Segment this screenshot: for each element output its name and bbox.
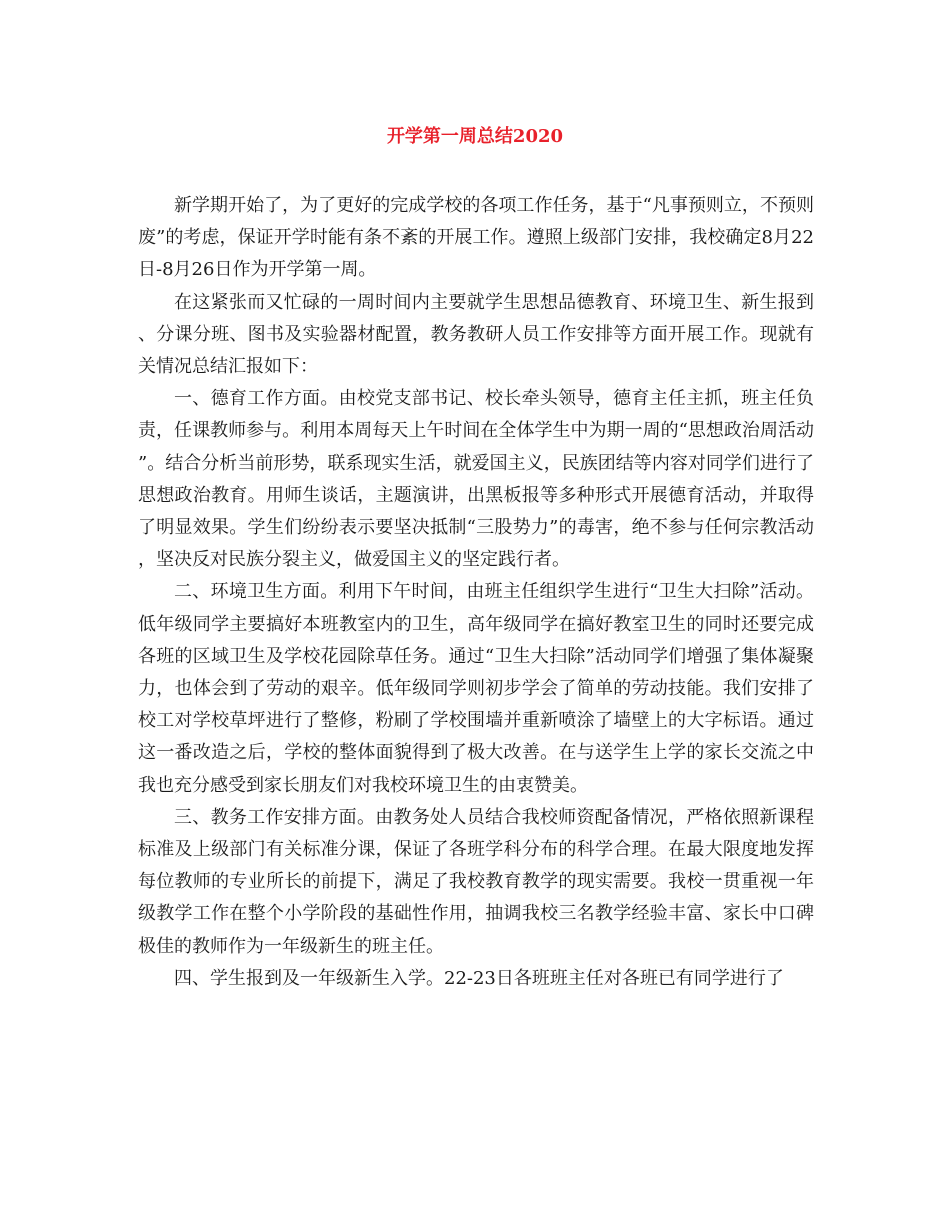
document-title: 开学第一周总结2020 bbox=[386, 126, 564, 147]
paragraph-moral-education: 一、德育工作方面。由校党支部书记、校长牵头领导，德育主任主抓，班主任负责，任课教师参与。利用本周每天上午时间在全体学生中为期一周的“思想政治周活动”。结合分析当前形势，联系现实生活，就爱国主义，民族团结等内容对同学们进行了思想政治教育。用师生谈话，主题演讲，出黑板报等多种形式开展德育活动，并取得了明显效果。学生们纷纷表示要坚决抵制“三股势力”的毒害，绝不参与任何宗教活动，坚决反对民族分裂主义，做爱国主义的坚定践行者。 bbox=[138, 388, 814, 571]
paragraph-intro: 新学期开始了，为了更好的完成学校的各项工作任务，基于“凡事预则立，不预则废”的考虑，保证开学时能有条不紊的开展工作。遵照上级部门安排，我校确定8月22日-8月26日作为开学第一周。 bbox=[138, 195, 814, 281]
paragraph-academic-affairs: 三、教务工作安排方面。由教务处人员结合我校师资配备情况，严格依照新课程标准及上级部门有关标准分课，保证了各班学科分布的科学合理。在最大限度地发挥每位教师的专业所长的前提下，满足了我校教育教学的现实需要。我校一贯重视一年级教学工作在整个小学阶段的基础性作用，抽调我校三名教学经验丰富、家长中口碑极佳的教师作为一年级新生的班主任。 bbox=[138, 806, 814, 957]
paragraph-environment-hygiene: 二、环境卫生方面。利用下午时间，由班主任组织学生进行“卫生大扫除”活动。低年级同学主要搞好本班教室内的卫生，高年级同学在搞好教室卫生的同时还要完成各班的区域卫生及学校花园除草任务。通过“卫生大扫除”活动同学们增强了集体凝聚力，也体会到了劳动的艰辛。低年级同学则初步学会了简单的劳动技能。我们安排了校工对学校草坪进行了整修，粉刷了学校围墙并重新喷涂了墙壁上的大字标语。通过这一番改造之后，学校的整体面貌得到了极大改善。在与送学生上学的家长交流之中我也充分感受到家长朋友们对我校环境卫生的由衷赞美。 bbox=[138, 581, 814, 796]
paragraph-overview: 在这紧张而又忙碌的一周时间内主要就学生思想品德教育、环境卫生、新生报到、分课分班、图书及实验器材配置，教务教研人员工作安排等方面开展工作。现就有关情况总结汇报如下： bbox=[138, 291, 814, 378]
paragraph-student-registration: 四、学生报到及一年级新生入学。22-23日各班班主任对各班已有同学进行了 bbox=[174, 967, 784, 989]
document-body bbox=[138, 190, 814, 995]
